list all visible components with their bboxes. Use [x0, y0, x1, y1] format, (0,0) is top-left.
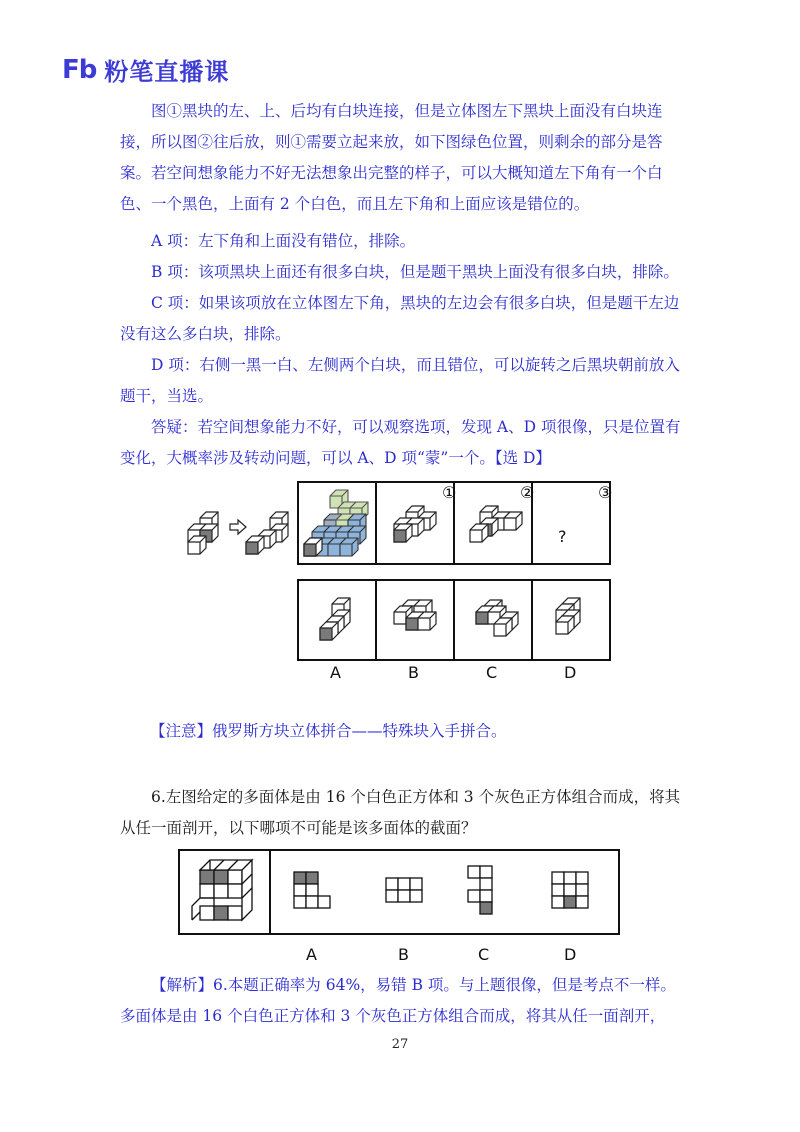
note-line: 【注意】俄罗斯方块立体拼合——特殊块入手拼合。 — [150, 722, 507, 740]
logo-mark: Fb — [62, 54, 97, 85]
option-d-explanation: D 项：右侧一黑一白、左侧两个白块，而且错位，可以旋转之后黑块朝前放入题干，当选。 — [120, 356, 680, 405]
panel-one-mark: ① — [442, 483, 457, 502]
option-d-shape-icon — [556, 598, 580, 634]
panel-three-mark: ③ — [598, 483, 613, 502]
option-a-explanation: A 项：左下角和上面没有错位，排除。 — [151, 232, 416, 250]
panel-two-mark: ② — [520, 483, 535, 502]
section-a-label: A — [306, 945, 317, 964]
analysis-paragraph: 【解析】6.本题正确率为 64%，易错 B 项。与上题很像，但是考点不一样。多面体是由 16 个白色正方体和 3 个灰色正方体组合而成，将其从任一面剖开， — [120, 976, 676, 1025]
option-b-shape-icon — [394, 600, 436, 630]
piece-one-icon — [188, 512, 218, 554]
option-a-label: A — [330, 663, 341, 682]
piece-two-icon — [246, 512, 288, 554]
section-d-label: D — [564, 945, 577, 964]
page-number: 27 — [391, 1037, 409, 1052]
cube-puzzle-figure — [180, 478, 620, 688]
section-b-label: B — [398, 945, 409, 964]
question-mark: ? — [558, 527, 567, 546]
explanation-paragraph: 图①黑块的左、上、后均有白块连接，但是立体图左下黑块上面没有白块连接，所以图②往后放，则①需要立起来放，如下图绿色位置，则剩余的部分是答案。若空间想象能力不好无法想象出完整的样子，可以大概知道左下角有一个白色、一个黑色，上面有 2 个白色，而且左下角和上面应该是错位的。 — [120, 102, 663, 213]
option-b-label: B — [408, 663, 419, 682]
arrow-icon — [230, 520, 246, 534]
brand-name: 粉笔直播课 — [104, 58, 230, 86]
panel-one-shape-icon — [394, 506, 436, 542]
option-d-label: D — [564, 663, 577, 682]
panel-two-shape-icon — [470, 506, 522, 542]
section-c-label: C — [478, 945, 490, 964]
section-d-icon — [552, 872, 588, 908]
brand-logo — [62, 52, 229, 87]
option-a-shape-icon — [320, 598, 350, 640]
section-a-icon — [294, 872, 330, 908]
answer-note: 答疑：若空间想象能力不好，可以观察选项，发现 A、D 项很像，只是位置有变化，大概率涉及转动问题，可以 A、D 项“蒙”一个。【选 D】 — [120, 418, 681, 467]
section-b-icon — [386, 878, 422, 902]
option-c-explanation: C 项：如果该项放在立体图左下角，黑块的左边会有很多白块，但是题干左边没有这么多白块，排除。 — [120, 294, 680, 343]
option-c-label: C — [486, 663, 498, 682]
question-6-text: 6.左图给定的多面体是由 16 个白色正方体和 3 个灰色正方体组合而成，将其从任一面剖开，以下哪项不可能是该多面体的截面？ — [120, 788, 681, 837]
cross-section-figure — [178, 848, 622, 970]
option-b-explanation: B 项：该项黑块上面还有很多白块，但是题干黑块上面没有很多白块，排除。 — [151, 263, 679, 281]
polyhedron-icon — [192, 860, 252, 920]
assembled-solid-icon — [304, 490, 368, 556]
section-c-icon — [468, 866, 492, 914]
option-c-shape-icon — [476, 600, 518, 636]
